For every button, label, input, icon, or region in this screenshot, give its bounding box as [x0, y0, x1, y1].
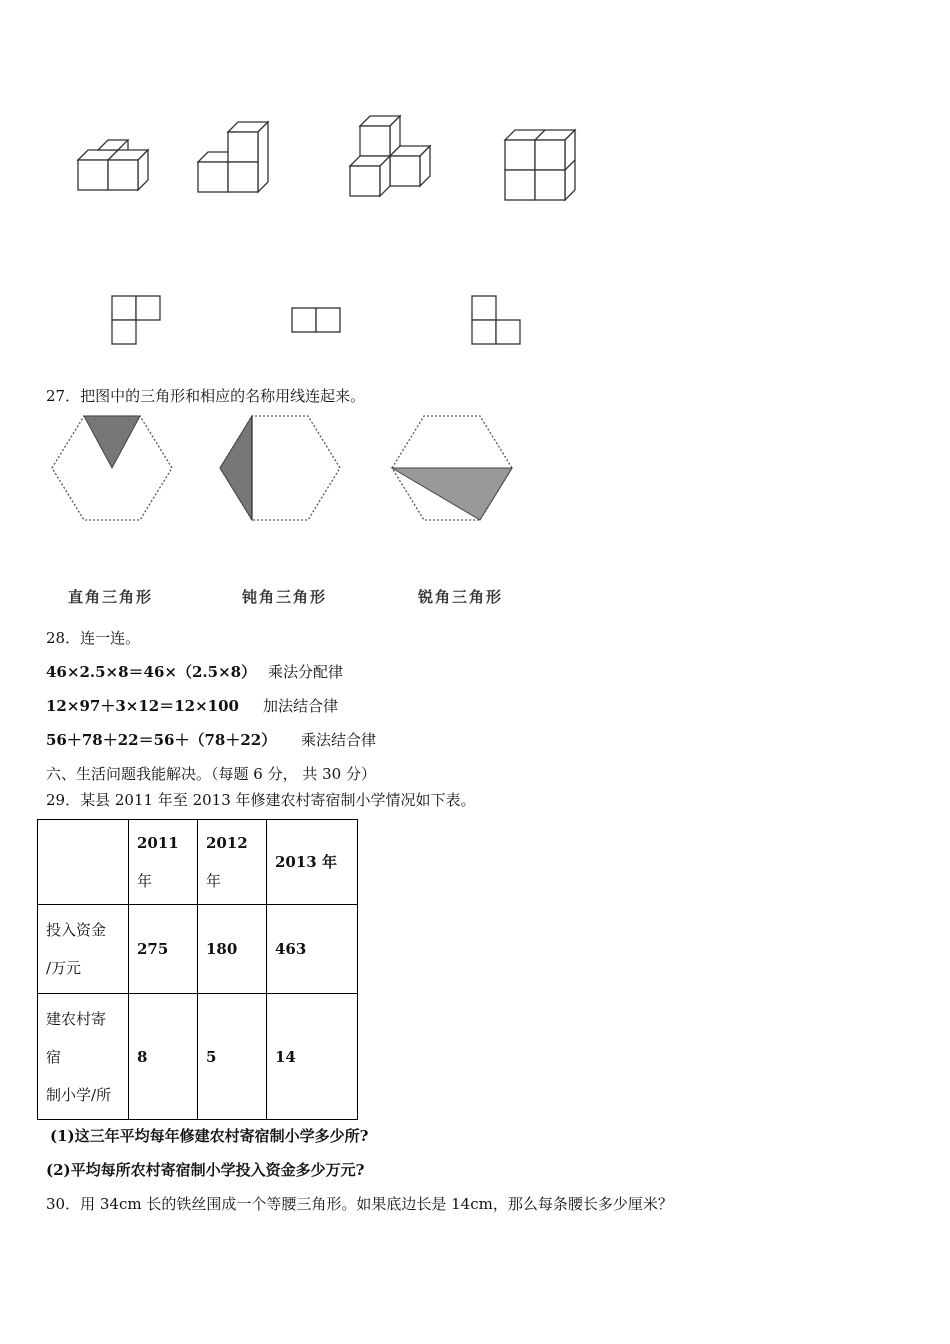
label-obtuse-triangle: 钝角三角形 [242, 588, 328, 606]
hexagon-obtuse-triangle [220, 414, 342, 524]
cube-view-3 [472, 296, 522, 346]
q28-expr-2: 12×97＋3×12＝12×100 [46, 697, 239, 715]
q28-law-3: 乘法结合律 [301, 731, 377, 749]
cube-solid-2 [198, 122, 270, 194]
table-header-2013: 2013 年 [267, 820, 358, 905]
hexagon-acute-triangle [392, 414, 514, 524]
label-acute-triangle: 锐角三角形 [418, 588, 504, 606]
cube-solid-1 [78, 140, 150, 192]
cube-view-2 [292, 308, 342, 334]
cube-solid-4 [505, 130, 577, 202]
table-cell: 463 [267, 905, 358, 994]
table-cell: 8 [129, 994, 198, 1120]
table-header-2012: 2012 年 [198, 820, 267, 905]
table-cell: 275 [129, 905, 198, 994]
q29-text: 29．某县 2011 年至 2013 年修建农村寄宿制小学情况如下表。 [46, 791, 476, 809]
section-6-heading: 六、生活问题我能解决。（每题 6 分， 共 30 分） [46, 765, 376, 783]
table-header-2011: 2011 年 [129, 820, 198, 905]
q27-text: 27．把图中的三角形和相应的名称用线连起来。 [46, 387, 366, 405]
cube-view-1 [112, 296, 162, 346]
table-row-schools-label: 建农村寄 宿 制小学/所 [38, 994, 129, 1120]
q28-law-2: 加法结合律 [263, 697, 339, 715]
table-row-funds-label: 投入资金 /万元 [38, 905, 129, 994]
q28-expr-1: 46×2.5×8＝46×（2.5×8） [46, 663, 257, 681]
table-cell: 14 [267, 994, 358, 1120]
table-cell: 180 [198, 905, 267, 994]
label-right-triangle: 直角三角形 [68, 588, 154, 606]
q28-title: 28．连一连。 [46, 629, 141, 647]
cube-solid-3 [350, 116, 432, 198]
q29-sub-question-2: (2)平均每所农村寄宿制小学投入资金多少万元? [46, 1161, 365, 1179]
q28-law-1: 乘法分配律 [268, 663, 344, 681]
q28-expr-3: 56＋78＋22＝56＋（78＋22） [46, 731, 277, 749]
q29-sub-question-1: (1)这三年平均每年修建农村寄宿制小学多少所? [50, 1127, 369, 1145]
table-cell: 5 [198, 994, 267, 1120]
q29-table [37, 819, 358, 1120]
q30-text: 30．用 34cm 长的铁丝围成一个等腰三角形。如果底边长是 14cm，那么每条腰长多少厘米？ [46, 1195, 673, 1213]
hexagon-right-triangle [52, 414, 174, 524]
table-corner-cell [38, 820, 129, 905]
